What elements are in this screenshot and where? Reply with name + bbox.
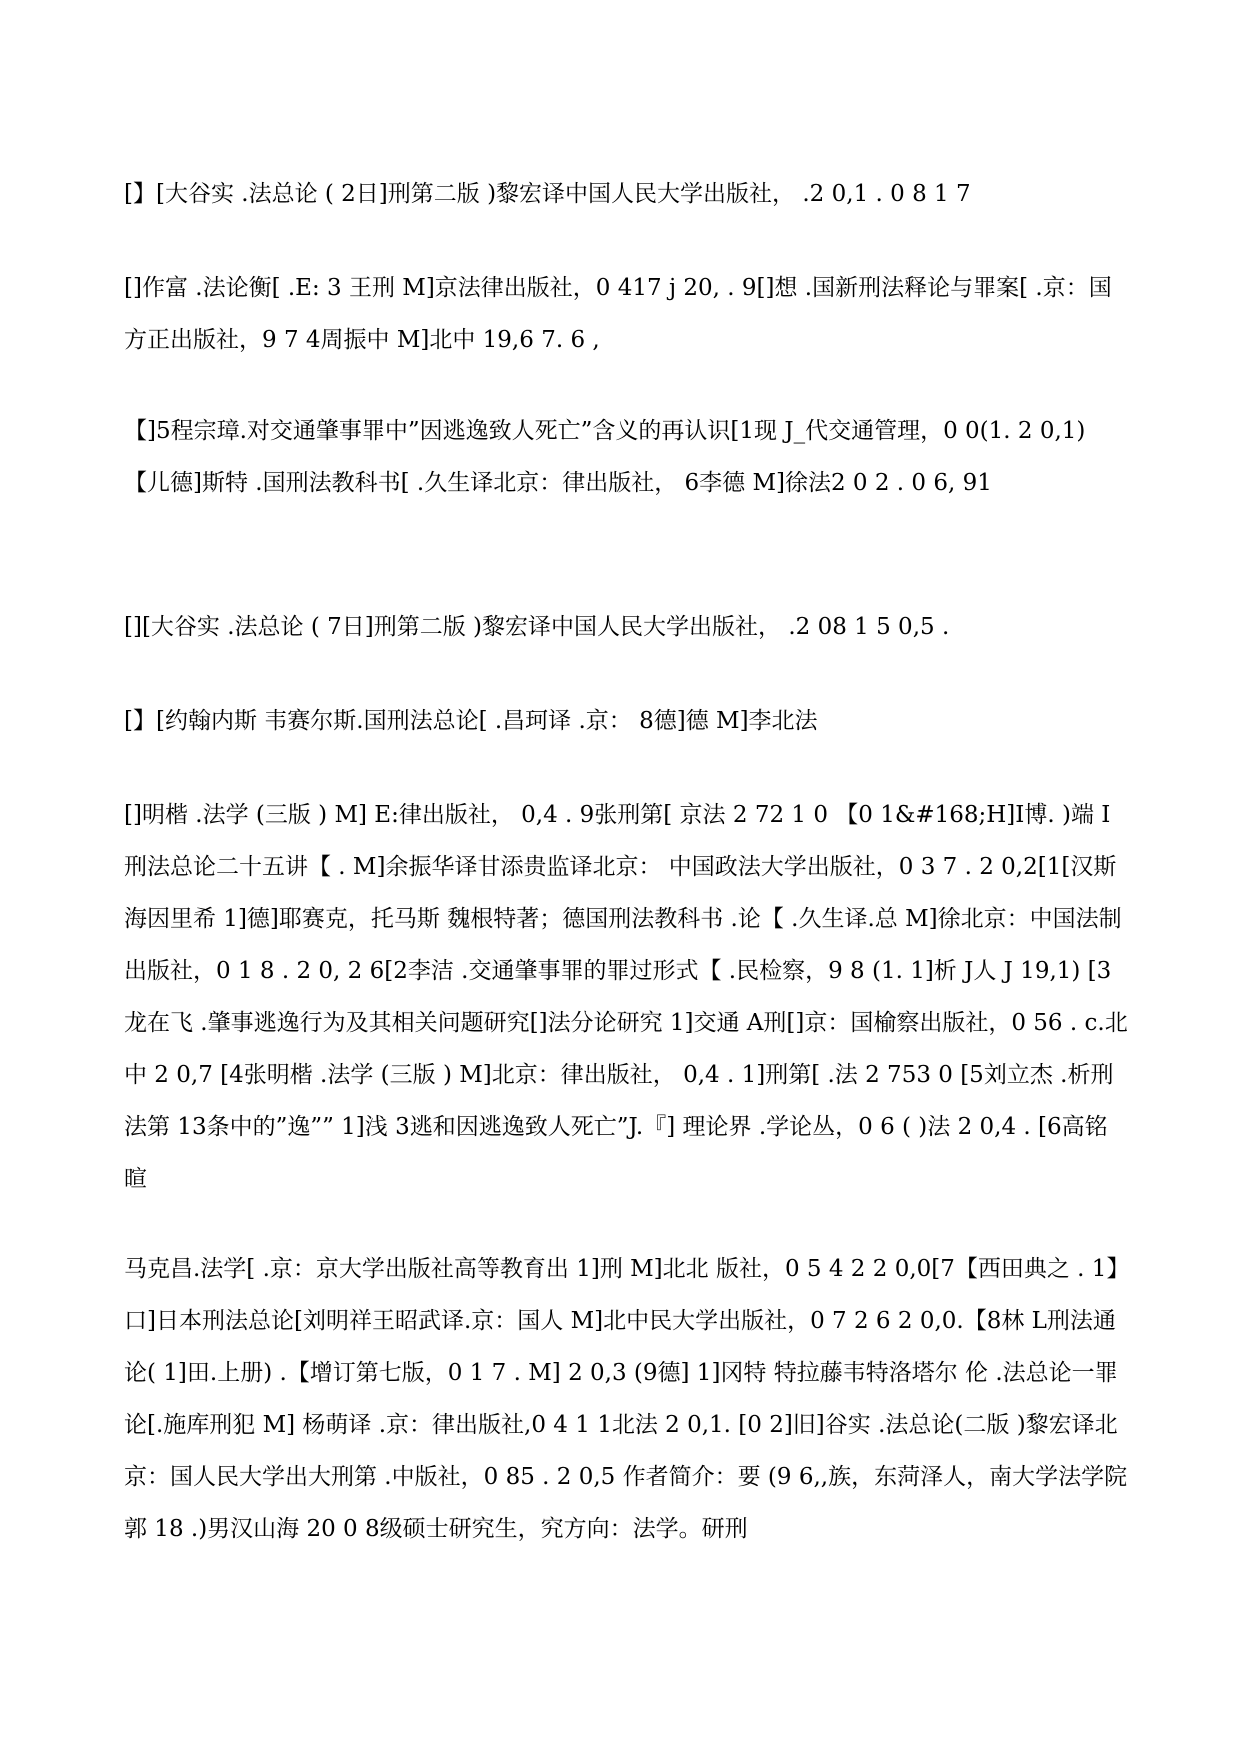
reference-paragraph: [][大谷实 .法总论 ( 7日]刑第二版 )黎宏译中国人民大学出版社， .2 08 1 5 0,5 . bbox=[124, 614, 950, 640]
reference-paragraph: 【]5程宗璋.对交通肇事罪中”因逃逸致人死亡”含义的再认识[1现 J_代交通管理，0 0(1. 2 0,1) 【儿德]斯特 .国刑法教科书[ .久生译北京：律出版社， 6李德 M]徐法2 0 2 . 0 6, 91 bbox=[124, 418, 1086, 496]
reference-paragraph: [】[约翰内斯 韦赛尔斯.国刑法总论[ .昌珂译 .京： 8德]德 M]李北法 bbox=[124, 708, 818, 734]
reference-paragraph: 马克昌.法学[ .京：京大学出版社高等教育出 1]刑 M]北北 版社，0 5 4 2 2 0,0[7【西田典之 . 1】口]日本刑法总论[刘明祥王昭武译.京：国人 M]北中民大学出版社，0 7 2 6 2 0,0.【8林 L刑法通论( 1]田.上册) .【增订第七版，0 1 7 . M] 2 0,3 (9德] 1]冈特 特拉藤韦特洛塔尔 伦 .法总论一罪论[.施库刑犯 M] 杨萌译 .京：律出版社,0 4 1 1北法 2 0,1. [0 2]旧]谷实 .法总论(二版 )黎宏译北京：国人民大学出大刑第 .中版社，0 85 . 2 0,5 作者简介：要 (9 6,,族，东菏泽人，南大学法学院郭 18 .)男汉山海 20 0 8级硕士研究生，究方向：法学。研刑 bbox=[124, 1256, 1128, 1542]
reference-paragraph: []明楷 .法学 (三版 ) M] E:律出版社， 0,4 . 9张刑第[ 京法 2 72 1 0 【0 1&#168;H]I博. )端 I刑法总论二十五讲【 . M]余振华译甘添贵监译北京： 中国政法大学出版社，0 3 7 . 2 0,2[1[汉斯 海因里希 1]德]耶赛克，托马斯 魏根特著；德国刑法教科书 .论【 .久生译.总 M]徐北京：中国法制出版社，0 1 8 . 2 0, 2 6[2李洁 .交通肇事罪的罪过形式【 .民检察，9 8 (1. 1]析 J人 J 19,1) [3龙在飞 .肇事逃逸行为及其相关问题研究[]法分论研究 1]交通 A刑[]京：国榆察出版社，0 56 . c.北中 2 0,7 [4张明楷 .法学 (三版 ) M]北京：律出版社， 0,4 . 1]刑第[ .法 2 753 0 [5刘立杰 .析刑法第 13条中的”逸”” 1]浅 3逃和因逃逸致人死亡”J.『] 理论界 .学论丛，0 6 ( )法 2 0,4 . [6高铭暄 bbox=[124, 802, 1128, 1192]
reference-paragraph: []作富 .法论衡[ .E: 3 王刑 M]京法律出版社，0 417 j 20, . 9[]想 .国新刑法释论与罪案[ .京：国方正出版社，9 7 4周振中 M]北中 19,6 7. 6 , bbox=[124, 275, 1112, 353]
reference-paragraph: [】[大谷实 .法总论 ( 2日]刑第二版 )黎宏译中国人民大学出版社， .2 0,1 . 0 8 1 7 bbox=[124, 181, 971, 207]
